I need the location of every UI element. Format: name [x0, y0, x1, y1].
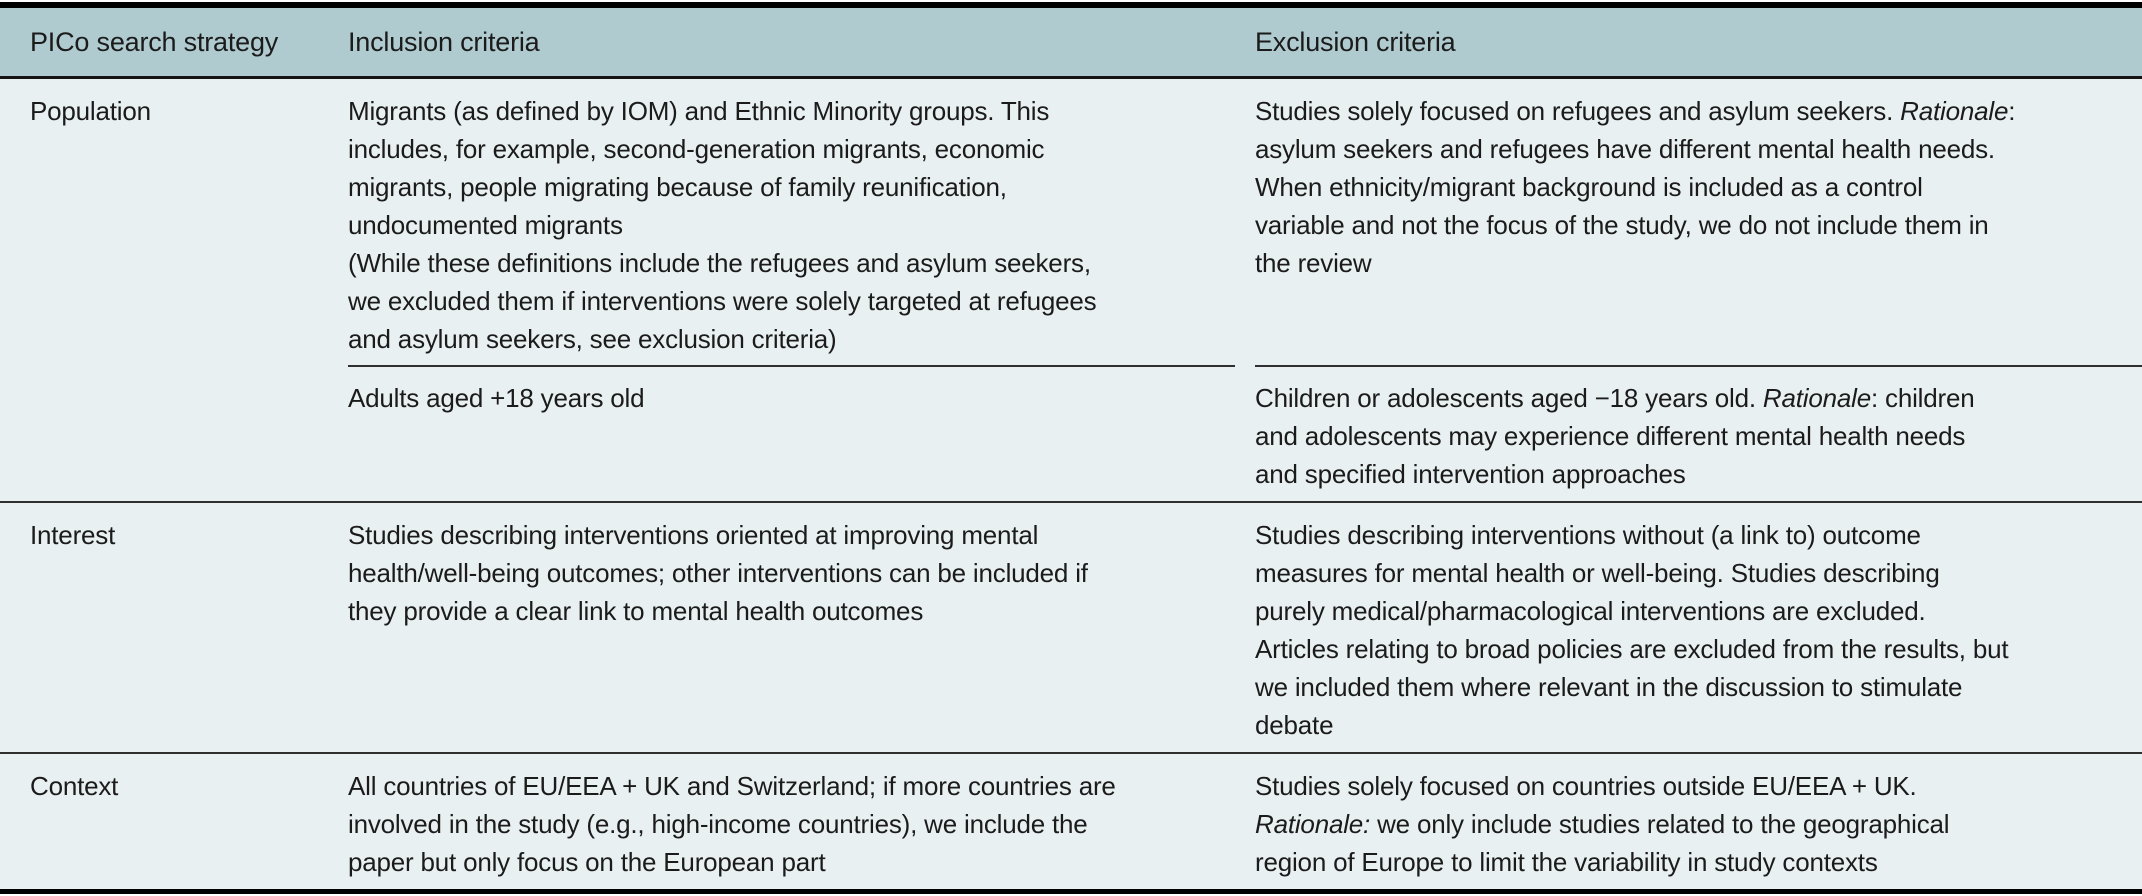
- table-header-row: [0, 5, 2142, 78]
- text-segment: migrants, people migrating because of family reunification,: [348, 172, 1007, 202]
- table-body: [0, 78, 2142, 892]
- header-pico-search-strategy: PICo search strategy: [0, 5, 348, 78]
- text-segment: we only include studies related to the geographical: [1370, 809, 1950, 839]
- text-line: [348, 244, 1221, 282]
- italic-text-segment: Rationale: [1762, 383, 1871, 413]
- text-segment: undocumented migrants: [348, 210, 623, 240]
- text-segment: Studies describing interventions without (a link to) outcome: [1255, 520, 1921, 550]
- text-segment: variable and not the focus of the study, we do not include them in: [1255, 210, 1989, 240]
- text-line: [1255, 168, 2122, 206]
- text-segment: and asylum seekers, see exclusion criteria): [348, 324, 837, 354]
- text-line: [348, 206, 1221, 244]
- text-segment: purely medical/pharmacological interventions are excluded.: [1255, 596, 1926, 626]
- text-segment: Studies describing interventions oriented at improving mental: [348, 520, 1039, 550]
- italic-text-segment: Rationale: [1900, 96, 2009, 126]
- text-line: [1255, 206, 2122, 244]
- text-line: [348, 320, 1221, 358]
- text-line: [1255, 592, 2122, 630]
- text-segment: debate: [1255, 710, 1334, 740]
- exclusion-cell: [1255, 78, 2142, 367]
- text-line: [1255, 554, 2122, 592]
- pico-criteria-table: [0, 2, 2142, 894]
- exclusion-cell: [1255, 502, 2142, 753]
- text-line: [1255, 843, 2122, 881]
- text-segment: asylum seekers and refugees have different mental health needs.: [1255, 134, 1995, 164]
- text-line: [348, 767, 1221, 805]
- text-line: [1255, 130, 2122, 168]
- text-line: [348, 805, 1221, 843]
- text-segment: we excluded them if interventions were solely targeted at refugees: [348, 286, 1097, 316]
- row-label-context: Context: [0, 753, 348, 892]
- header-inclusion-criteria: Inclusion criteria: [348, 5, 1255, 78]
- text-line: [348, 516, 1221, 554]
- text-line: [348, 592, 1221, 630]
- text-segment: involved in the study (e.g., high-income countries), we include the: [348, 809, 1088, 839]
- table-row: [0, 753, 2142, 892]
- text-segment: Articles relating to broad policies are excluded from the results, but: [1255, 634, 2009, 664]
- text-segment: the review: [1255, 248, 1372, 278]
- text-line: [1255, 379, 2122, 417]
- inclusion-cell: [348, 366, 1255, 502]
- text-line: [348, 843, 1221, 881]
- text-segment: (While these definitions include the refugees and asylum seekers,: [348, 248, 1091, 278]
- text-segment: Studies solely focused on refugees and asylum seekers.: [1255, 96, 1901, 126]
- table-row: [0, 502, 2142, 753]
- text-line: [348, 168, 1221, 206]
- text-segment: Children or adolescents aged −18 years old.: [1255, 383, 1763, 413]
- text-line: [348, 92, 1221, 130]
- text-line: [1255, 805, 2122, 843]
- italic-text-segment: Rationale:: [1255, 809, 1371, 839]
- text-segment: :: [2008, 96, 2016, 126]
- exclusion-cell: [1255, 753, 2142, 892]
- text-line: [1255, 516, 2122, 554]
- table-row: [0, 78, 2142, 367]
- text-line: [1255, 92, 2122, 130]
- text-line: [348, 379, 1221, 417]
- text-segment: they provide a clear link to mental health outcomes: [348, 596, 924, 626]
- text-segment: region of Europe to limit the variability in study contexts: [1255, 847, 1878, 877]
- inclusion-cell: [348, 78, 1255, 367]
- text-line: [1255, 706, 2122, 744]
- text-line: [1255, 417, 2122, 455]
- inclusion-cell: [348, 753, 1255, 892]
- row-label-interest: Interest: [0, 502, 348, 753]
- text-line: [348, 554, 1221, 592]
- text-segment: we included them where relevant in the discussion to stimulate: [1255, 672, 1963, 702]
- text-segment: Migrants (as defined by IOM) and Ethnic Minority groups. This: [348, 96, 1050, 126]
- header-exclusion-criteria: Exclusion criteria: [1255, 5, 2142, 78]
- row-label-population: Population: [30, 96, 151, 126]
- text-line: [1255, 767, 2122, 805]
- text-segment: Studies solely focused on countries outside EU/EEA + UK.: [1255, 771, 1917, 801]
- exclusion-cell: [1255, 366, 2142, 502]
- text-segment: When ethnicity/migrant background is included as a control: [1255, 172, 1923, 202]
- text-segment: measures for mental health or well-being. Studies describing: [1255, 558, 1940, 588]
- text-line: [348, 282, 1221, 320]
- text-segment: and specified intervention approaches: [1255, 459, 1686, 489]
- text-line: [1255, 668, 2122, 706]
- text-line: [1255, 630, 2122, 668]
- text-line: [1255, 244, 2122, 282]
- text-segment: health/well-being outcomes; other interventions can be included if: [348, 558, 1088, 588]
- text-line: [1255, 455, 2122, 493]
- text-segment: All countries of EU/EEA + UK and Switzerland; if more countries are: [348, 771, 1116, 801]
- text-segment: includes, for example, second-generation migrants, economic: [348, 134, 1045, 164]
- text-segment: Adults aged +18 years old: [348, 383, 645, 413]
- text-segment: paper but only focus on the European part: [348, 847, 826, 877]
- text-segment: : children: [1870, 383, 1975, 413]
- inclusion-cell: [348, 502, 1255, 753]
- text-line: [348, 130, 1221, 168]
- text-segment: and adolescents may experience different mental health needs: [1255, 421, 1966, 451]
